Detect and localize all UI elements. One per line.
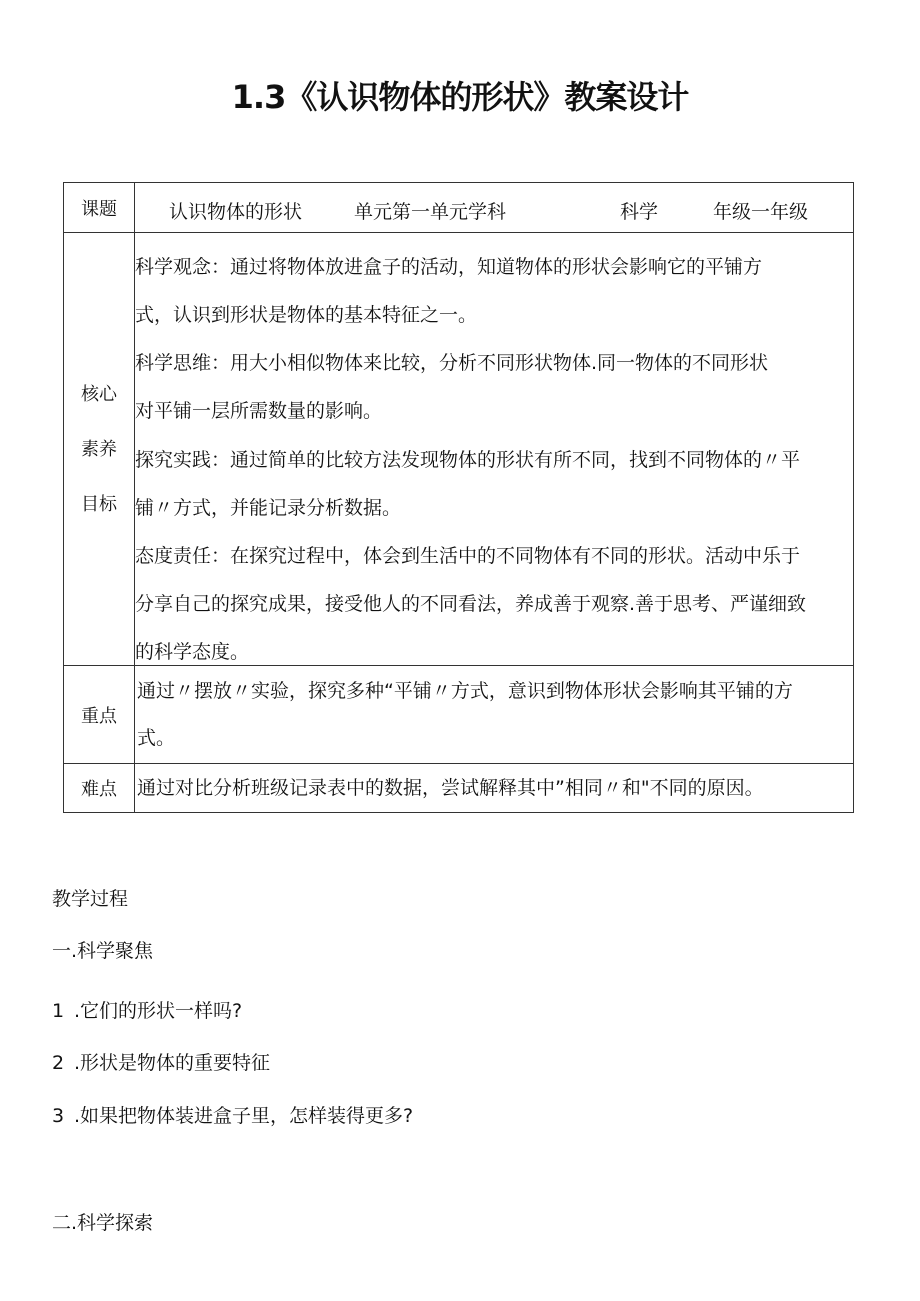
subject-value: 科学: [620, 201, 659, 223]
goal-practice-line: 探究实践：通过简单的比较方法发现物体的形状有所不同，找到不同物体的〃平: [135, 449, 801, 471]
list-item-text: .形状是物体的重要特征: [74, 1052, 271, 1074]
goal-attitude-line: 的科学态度。: [135, 641, 250, 663]
list-item-number: 2: [52, 1052, 65, 1074]
difficulty-label: 难点: [64, 764, 135, 813]
core-label-line: 目标: [81, 493, 117, 515]
core-goals-label: [64, 233, 135, 666]
goal-practice-line: 铺〃方式，并能记录分析数据。: [135, 497, 402, 519]
goal-thinking-line: 对平铺一层所需数量的影响。: [135, 400, 383, 422]
goal-attitude-line: 分享自己的探究成果，接受他人的不同看法，养成善于观察.善于思考、严谨细致: [135, 593, 807, 615]
list-item-number: 3: [52, 1105, 65, 1127]
key-points-label: 重点: [64, 666, 135, 764]
section-heading-focus: 一.科学聚焦: [52, 940, 154, 962]
section-heading-explore: 二.科学探索: [52, 1212, 154, 1234]
topic-value: 认识物体的形状: [169, 201, 303, 223]
page-title: 1.3《认识物体的形状》教案设计: [231, 78, 689, 116]
core-label-line: 素养: [81, 438, 117, 460]
table-row-core-goals: [64, 233, 854, 666]
process-heading: 教学过程: [52, 888, 129, 910]
goal-concept-line: 科学观念：通过将物体放进盒子的活动，知道物体的形状会影响它的平铺方: [135, 256, 763, 278]
list-item: [52, 1101, 413, 1128]
topic-header-cell: [135, 183, 854, 233]
list-item-text: .它们的形状一样吗?: [74, 1000, 243, 1022]
list-item-text: .如果把物体装进盒子里，怎样装得更多?: [74, 1105, 414, 1127]
list-item: [52, 1048, 270, 1075]
goal-thinking-line: 科学思维：用大小相似物体来比较，分析不同形状物体.同一物体的不同形状: [135, 352, 769, 374]
core-label-line: 核心: [81, 383, 117, 405]
key-points-content: [135, 666, 854, 764]
key-points-line: 通过〃摆放〃实验，探究多种“平铺〃方式，意识到物体形状会影响其平铺的方: [137, 679, 793, 702]
table-row-difficulty: [64, 764, 854, 813]
list-item: [52, 996, 242, 1023]
unit-text: 单元第一单元学科: [354, 201, 507, 223]
topic-label: 课题: [64, 183, 135, 233]
core-goals-content: [135, 233, 854, 666]
list-item-number: 1: [52, 1000, 65, 1022]
goal-concept-line: 式，认识到形状是物体的基本特征之一。: [135, 304, 478, 326]
goal-attitude-line: 态度责任：在探究过程中，体会到生活中的不同物体有不同的形状。活动中乐于: [135, 545, 801, 567]
grade-text: 年级一年级: [713, 201, 809, 223]
key-points-line: 式。: [137, 726, 176, 749]
difficulty-content: 通过对比分析班级记录表中的数据，尝试解释其中”相同〃和"不同的原因。: [135, 764, 854, 813]
table-row-topic: [64, 183, 854, 233]
lesson-info-table: [63, 182, 854, 813]
table-row-key-points: [64, 666, 854, 764]
